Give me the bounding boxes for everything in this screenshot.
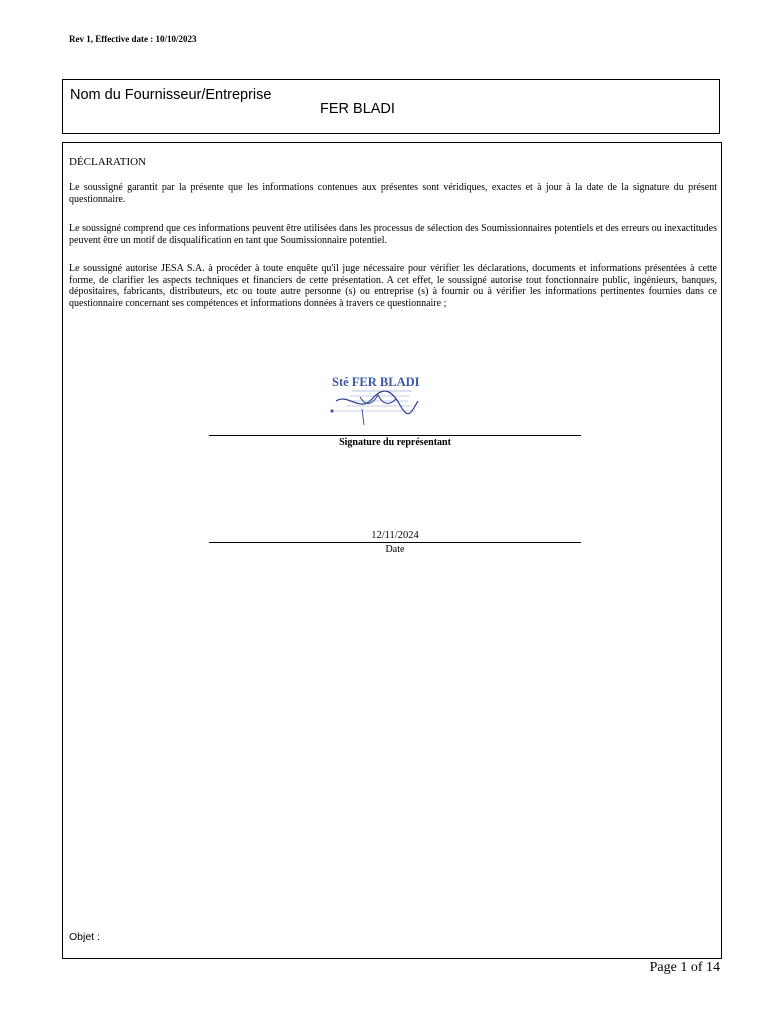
declaration-paragraph-2: Le soussigné comprend que ces informations peuvent être utilisées dans les processus de sélection des Soumissionnaires potentiels et des erreurs ou inexactitudes peuvent être un motif de disqualification en tant que Soumissionnaire potentiel. <box>69 223 717 246</box>
company-stamp-signature <box>326 371 426 427</box>
declaration-paragraph-3: Le soussigné autorise JESA S.A. à procéder à toute enquête qu'il juge nécessaire pour vérifier les déclarations, documents et informations présentées à cette forme, de clarifier les aspects techniques et financiers de cette présentation. A cet effet, le soussigné autorise tout fonctionnaire public, ingénieurs, banques, dépositaires, fabricants, distributeurs, etc ou toute autre personne (s) ou entreprise (s) à fournir ou à vérifier les informations pertinentes fournies dans ce questionnaire concernant ses compétences et informations données à travers ce questionnaire ; <box>69 263 717 310</box>
date-value: 12/11/2024 <box>371 530 419 541</box>
signature-caption: Signature du représentant <box>339 437 451 448</box>
date-caption: Date <box>385 544 405 555</box>
supplier-label: Nom du Fournisseur/Entreprise <box>70 87 272 103</box>
svg-text:Sté FER BLADI: Sté FER BLADI <box>332 375 420 389</box>
date-line <box>209 542 581 543</box>
declaration-paragraph-1: Le soussigné garantit par la présente que les informations contenues aux présentes sont véridiques, exactes et à jour à la date de la signature du présent questionnaire. <box>69 182 717 205</box>
page-number: Page 1 of 14 <box>649 960 720 975</box>
revision-header: Rev 1, Effective date : 10/10/2023 <box>69 34 197 44</box>
supplier-name: FER BLADI <box>320 101 395 117</box>
declaration-title: DÉCLARATION <box>69 156 146 168</box>
objet-label: Objet : <box>69 931 100 943</box>
declaration-box <box>62 142 722 959</box>
signature-line <box>209 435 581 436</box>
supplier-box <box>62 79 720 134</box>
